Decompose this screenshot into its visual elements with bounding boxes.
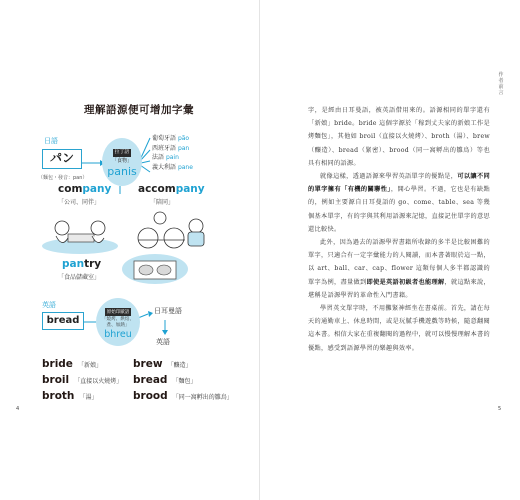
germanic-label: 日耳曼語 [154, 307, 182, 315]
vocab-item: brew 「釀造」 [133, 358, 192, 370]
paragraph: 字，是經由日耳曼語，被英語借用來的。語源相同的單字還有「新娘」bride。bride 這個字源於「稼到丈夫家的新娘工作是烤麵包」，其他如 broil（直接以火燒烤）、broth（湯）、brew（釀造）、bread（緊密）、brood（同一窩孵出的雛鳥）等也具有相同的語源。 [308, 107, 490, 167]
origin-oval [96, 298, 140, 346]
vocab-item: bride 「新娘」 [42, 358, 103, 370]
origin-sub-1: 「燒烤、烘焙、 [101, 317, 135, 322]
accompany-illustration [130, 204, 215, 254]
body-text [308, 104, 490, 355]
origin-word: bhreu [104, 329, 132, 340]
latin-oval [102, 138, 142, 186]
japanese-word-box: パン [42, 149, 82, 169]
diagram-title: 理解語源便可增加字彙 [84, 104, 194, 116]
romance-item: 義大利語 pane [152, 163, 193, 171]
english-label: 英語 [42, 301, 56, 309]
latin-tag: 拉丁語 [114, 150, 130, 155]
japanese-label: 日語 [44, 137, 58, 145]
english-target-label: 英語 [156, 338, 170, 346]
japanese-note: （麵包・發音：pan） [38, 175, 88, 181]
vocab-item: bread 「麵包」 [133, 374, 197, 386]
company-word: company [58, 183, 112, 195]
english-word-box: bread [42, 312, 84, 330]
page-number-left: 4 [16, 406, 20, 412]
latin-word: panis [107, 165, 137, 178]
vocab-item: broil 「直接以火燒烤」 [42, 374, 123, 386]
accompany-word: accompany [138, 183, 205, 195]
pantry-gloss: 「食品儲藏室」 [58, 274, 101, 281]
running-head: 作者前言 [498, 72, 504, 96]
vocab-item: brood 「同一窩孵出的雛鳥」 [133, 390, 233, 402]
origin-sub-2: 煮、加熱」 [106, 323, 130, 328]
romance-item: 法語 pain [152, 154, 179, 161]
vocab-item: broth 「湯」 [42, 390, 98, 402]
paragraph: 此外，因為過去的語源學習書籍所收錄的多半是比較困難的單字，只適合有一定字彙能力的人閱讀，而本書著眼於這一點，以 art、ball、car、cap、flower 這類每個人多半都認識的單字為例，盡量做到即使是英語初級者也能理解，就這點來說，堪稱是語源學習的革命性入門書籍。 [308, 239, 490, 299]
paragraph: 學習英文單字時，不用攤緊神經坐在書桌前。首先，請在每天的通勤車上、休息時間，或是玩膩手機遊戲等時候，隨意翻閱這本書。相信大家在重複翻閱的過程中，就可以慢慢理解本書的優點，感受到語源學習的樂趣與效率。 [308, 305, 490, 352]
romance-item: 葡萄牙語 pão [152, 135, 190, 142]
romance-item: 西班牙語 pan [152, 144, 190, 152]
latin-sub: 「食物」 [111, 158, 132, 164]
accompany-gloss: 「陪同」 [150, 199, 175, 206]
pantry-word: pantry [62, 258, 102, 270]
paragraph: 就像這樣，透過語源來學習英語單字的優點是，可以讓不同的單字擁有「有機的關聯性」，開心學習。不過，它也是有缺點的，例如主要源自日耳曼語的 go、come、table、sea 等幾個基本單字，有的字與其利用語源來記憶，直接記住單字的意思還比較快。 [308, 173, 491, 233]
romance-list [152, 134, 193, 172]
company-illustration [40, 206, 120, 256]
company-gloss: 「公司、同伴」 [58, 199, 101, 206]
page-number-right: 5 [498, 406, 502, 412]
origin-tag: 原始印歐語 [106, 310, 130, 315]
pantry-illustration [120, 252, 190, 286]
